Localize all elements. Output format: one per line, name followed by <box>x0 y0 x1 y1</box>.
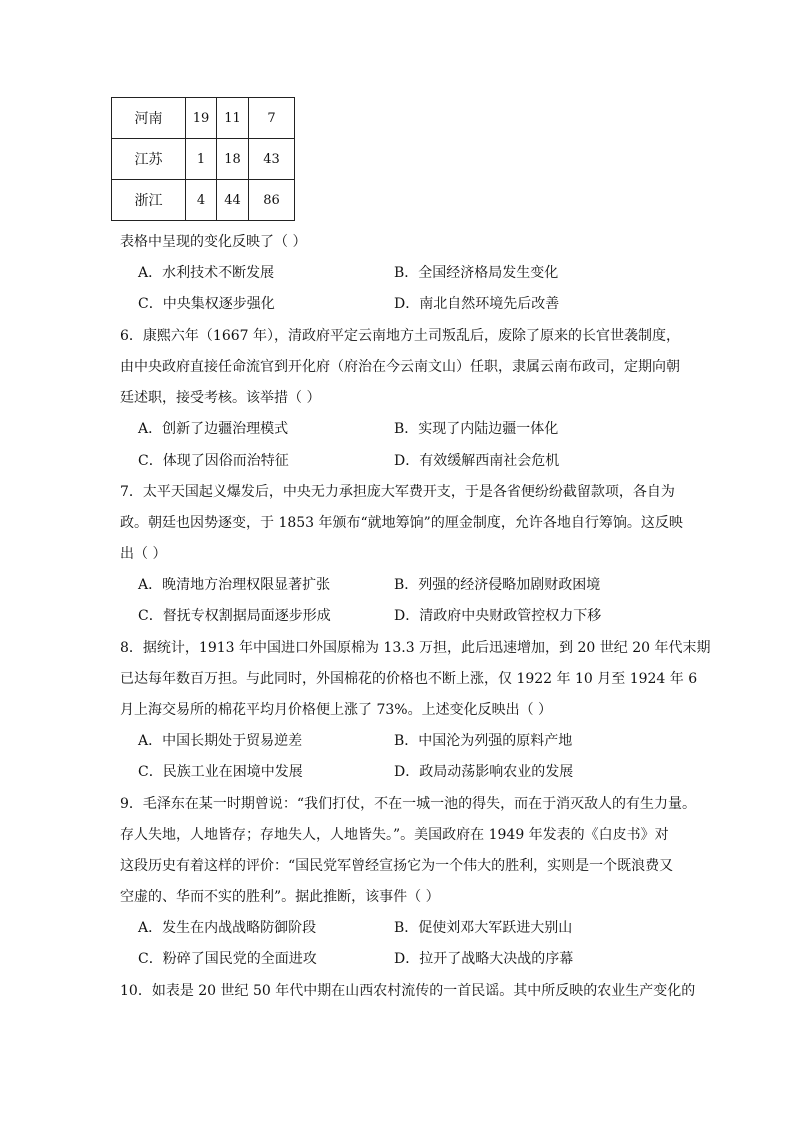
question-7-option-b[interactable]: B．列强的经济侵略加剧财政困境 <box>394 577 601 593</box>
value-cell: 7 <box>249 98 295 139</box>
question-5-option-d[interactable]: D．南北自然环境先后改善 <box>394 296 560 312</box>
province-cell: 河南 <box>112 98 186 139</box>
question-8-option-b[interactable]: B．中国沦为列强的原料产地 <box>394 733 573 749</box>
question-9-option-b[interactable]: B．促使刘邓大军跃进大别山 <box>394 920 573 936</box>
province-data-table <box>111 97 295 221</box>
value-cell: 18 <box>217 139 249 180</box>
value-cell: 43 <box>249 139 295 180</box>
question-9-stem-line: 存人失地，人地皆存；存地失人，人地皆失。”。美国政府在 1949 年发表的《白皮书》对 <box>120 827 669 843</box>
question-7-option-a[interactable]: A．晚清地方治理权限显著扩张 <box>138 577 331 593</box>
question-8-option-a[interactable]: A．中国长期处于贸易逆差 <box>138 733 303 749</box>
table-row <box>112 139 295 180</box>
value-cell: 4 <box>186 180 217 221</box>
question-8-option-c[interactable]: C．民族工业在困境中发展 <box>138 764 303 780</box>
question-6-stem-line: 由中央政府直接任命流官到开化府（府治在今云南文山）任职，隶属云南布政司，定期向朝 <box>120 359 680 375</box>
question-6-stem-line: 廷述职，接受考核。该举措（ ） <box>120 390 321 406</box>
question-8-stem-line: 月上海交易所的棉花平均月价格便上涨了 73%。上述变化反映出（ ） <box>120 702 553 718</box>
question-9-option-c[interactable]: C．粉碎了国民党的全面进攻 <box>138 951 317 967</box>
value-cell: 44 <box>217 180 249 221</box>
value-cell: 11 <box>217 98 249 139</box>
question-5-option-a[interactable]: A．水利技术不断发展 <box>138 265 275 281</box>
question-5-option-c[interactable]: C．中央集权逐步强化 <box>138 296 275 312</box>
question-7-stem-line: 政。朝廷也因势逐变，于 1853 年颁布“就地筹饷”的厘金制度，允许各地自行筹饷。这反映 <box>120 515 683 531</box>
question-6-option-a[interactable]: A．创新了边疆治理模式 <box>138 421 289 437</box>
question-9-stem-line: 空虚的、华而不实的胜利”。据此推断，该事件（ ） <box>120 889 440 905</box>
question-10-stem-line: 10．如表是 20 世纪 50 年代中期在山西农村流传的一首民谣。其中所反映的农业生产变化的 <box>120 983 696 999</box>
question-7-stem-line: 出（ ） <box>120 546 167 562</box>
question-6-option-b[interactable]: B．实现了内陆边疆一体化 <box>394 421 559 437</box>
question-8-option-d[interactable]: D．政局动荡影响农业的发展 <box>394 764 574 780</box>
question-7-option-d[interactable]: D．清政府中央财政管控权力下移 <box>394 608 602 624</box>
question-9-option-a[interactable]: A．发生在内战战略防御阶段 <box>138 920 317 936</box>
question-8-stem-line: 已达每年数百万担。与此同时，外国棉花的价格也不断上涨，仅 1922 年 10 月至 1924 年 6 <box>120 671 698 687</box>
question-9-stem-line: 9．毛泽东在某一时期曾说：“我们打仗，不在一城一池的得失，而在于消灭敌人的有生力量。 <box>120 796 697 812</box>
value-cell: 86 <box>249 180 295 221</box>
province-cell: 江苏 <box>112 139 186 180</box>
value-cell: 1 <box>186 139 217 180</box>
province-cell: 浙江 <box>112 180 186 221</box>
question-8-stem-line: 8．据统计，1913 年中国进口外国原棉为 13.3 万担，此后迅速增加，到 20 世纪 20 年代末期 <box>120 640 711 656</box>
question-5-stem: 表格中呈现的变化反映了（ ） <box>120 234 307 250</box>
question-7-option-c[interactable]: C．督抚专权割据局面逐步形成 <box>138 608 331 624</box>
table-row <box>112 180 295 221</box>
question-9-option-d[interactable]: D．拉开了战略大决战的序幕 <box>394 951 574 967</box>
value-cell: 19 <box>186 98 217 139</box>
question-9-stem-line: 这段历史有着这样的评价：“国民党军曾经宣扬它为一个伟大的胜利，实则是一个既浪费又 <box>120 858 674 874</box>
question-5-option-b[interactable]: B．全国经济格局发生变化 <box>394 265 559 281</box>
question-6-stem-line: 6．康熙六年（1667 年），清政府平定云南地方土司叛乱后，废除了原来的长官世袭制度， <box>120 328 680 344</box>
question-6-option-d[interactable]: D．有效缓解西南社会危机 <box>394 453 560 469</box>
question-7-stem-line: 7．太平天国起义爆发后，中央无力承担庞大军费开支，于是各省便纷纷截留款项，各自为 <box>120 484 675 500</box>
question-6-option-c[interactable]: C．体现了因俗而治特征 <box>138 453 289 469</box>
table-row <box>112 98 295 139</box>
